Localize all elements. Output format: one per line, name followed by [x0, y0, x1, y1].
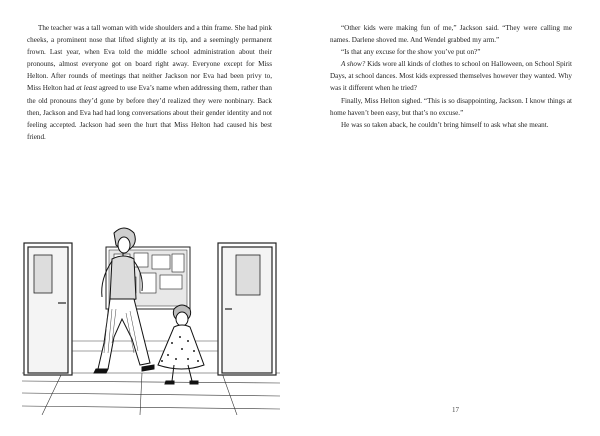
right-paragraph-4: Finally, Miss Helton sighed. “This is so disappointing, Jackson. I know things at home haven’t been easy, but that’s no excuse.” — [330, 96, 572, 117]
left-door — [24, 243, 72, 375]
right-paragraph-1: “Other kids were making fun of me,” Jackson said. “They were calling me names. Darlene shoved me. And Wendel grabbed my arm.” — [330, 24, 572, 45]
page-number: 17 — [452, 406, 459, 414]
right-door — [218, 243, 276, 375]
right-page — [300, 0, 600, 436]
right-text-block — [330, 22, 572, 131]
left-text-block — [27, 22, 272, 143]
right-paragraph-5: He was so taken aback, he couldn’t bring himself to ask what she meant. — [341, 120, 549, 129]
right-paragraph-3: A show? Kids wore all kinds of clothes to school on Halloween, on School Spirit Days, at school dances. Most kids expressed themselves however they wanted. Why was it different when he tried? — [330, 60, 572, 93]
right-paragraph-2: “Is that any excuse for the show you’ve put on?” — [341, 48, 481, 57]
left-paragraph-1: The teacher was a tall woman with wide shoulders and a thin frame. She had pink cheeks, a prominent nose that lifted slightly at its tip, and a seemingly permanent frown. Last year, when Eva told the middle school administration about their pronouns, almost everyone got on board right away. Everyone except for Miss Helton. After rounds of meetings that neither Jackson nor Eva had been privy to, Miss Helton had at least agreed to use Eva’s name when addressing them, rather than the old pronouns they’d gone by before they’d realized they were nonbinary. Back then, Jackson and Eva had had long conversations about their gender identity and not feeling accepted. Jackson had seen the hurt that Miss Helton had caused his best friend. — [27, 24, 272, 141]
child-figure — [158, 305, 204, 384]
hallway-illustration — [22, 223, 280, 415]
